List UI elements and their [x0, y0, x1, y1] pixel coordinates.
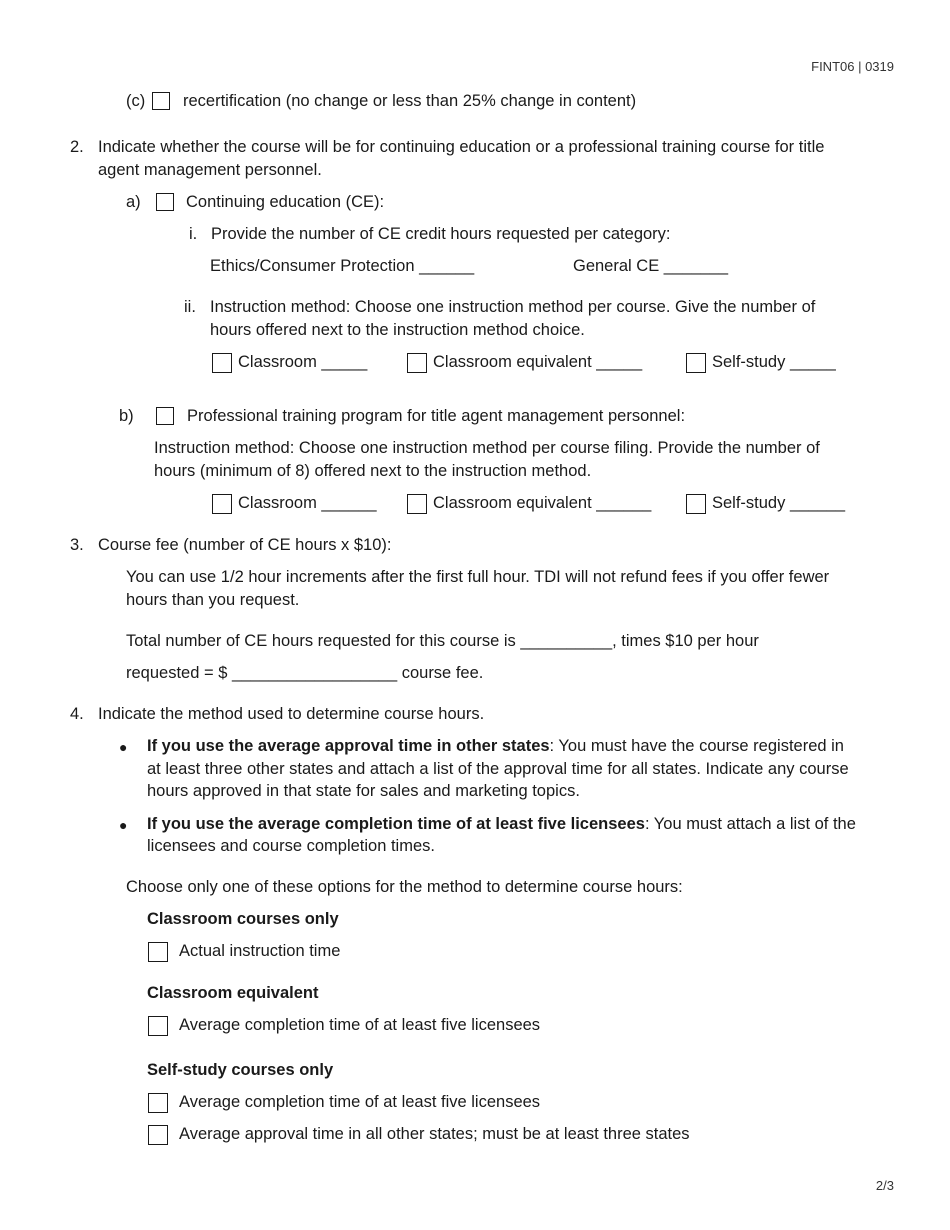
self-study-completion-checkbox[interactable] [148, 1093, 168, 1113]
bullet-2-rest: : You must attach a list of the [644, 815, 856, 833]
pt-instruction-text-line2: hours (minimum of 8) offered next to the instruction method. [154, 462, 592, 480]
bullet-1-line3: hours approved in that state for sales and marketing topics. [147, 782, 580, 800]
bullet-2-icon: ● [119, 817, 128, 833]
item-2-number: 2. [70, 138, 84, 156]
item-2a-ii-marker: ii. [184, 298, 196, 316]
item-2a-i-marker: i. [189, 225, 198, 243]
pt-classroom-equivalent-checkbox[interactable] [407, 494, 427, 514]
pt-self-study-label: Self-study ______ [712, 494, 846, 512]
pt-instruction-text-line1: Instruction method: Choose one instruction method per course filing. Provide the number of [154, 439, 820, 457]
recertification-checkbox[interactable] [152, 92, 170, 110]
course-fee-note-line1: You can use 1/2 hour increments after the first full hour. TDI will not refund fees if you offer fewer [126, 568, 830, 586]
item-2b-marker: b) [119, 407, 134, 425]
professional-training-label: Professional training program for title agent management personnel: [187, 407, 686, 425]
self-study-heading: Self-study courses only [147, 1061, 334, 1079]
total-hours-field[interactable]: Total number of CE hours requested for this course is __________, times $10 per hour [126, 632, 759, 650]
ce-instruction-text-line2: hours offered next to the instruction method choice. [210, 321, 585, 339]
self-study-approval-label: Average approval time in all other states; must be at least three states [179, 1125, 690, 1143]
bullet-1-line2: at least three other states and attach a list of the approval time for all states. Indicate any course [147, 760, 849, 778]
method-label: Indicate the method used to determine course hours. [98, 705, 485, 723]
pt-self-study-checkbox[interactable] [686, 494, 706, 514]
bullet-2-line2: licensees and course completion times. [147, 837, 435, 855]
pt-classroom-checkbox[interactable] [212, 494, 232, 514]
item-4-number: 4. [70, 705, 84, 723]
professional-training-checkbox[interactable] [156, 407, 174, 425]
choose-one-text: Choose only one of these options for the method to determine course hours: [126, 878, 683, 896]
course-fee-label: Course fee (number of CE hours x $10): [98, 536, 392, 554]
bullet-1-rest: : You must have the course registered in [549, 737, 844, 755]
item-2a-marker: a) [126, 193, 141, 211]
general-ce-hours-field[interactable]: General CE _______ [573, 257, 729, 275]
ethics-hours-field[interactable]: Ethics/Consumer Protection ______ [210, 257, 475, 275]
ce-classroom-label: Classroom _____ [238, 353, 368, 371]
actual-instruction-label: Actual instruction time [179, 942, 341, 960]
bullet-2-bold: If you use the average completion time of at least five licensees [147, 815, 645, 833]
form-id: FINT06 | 0319 [811, 59, 894, 74]
equivalent-completion-checkbox[interactable] [148, 1016, 168, 1036]
equivalent-completion-label: Average completion time of at least five licensees [179, 1016, 541, 1034]
ce-classroom-equivalent-checkbox[interactable] [407, 353, 427, 373]
ce-instruction-text-line1: Instruction method: Choose one instruction method per course. Give the number of [210, 298, 816, 316]
actual-instruction-checkbox[interactable] [148, 942, 168, 962]
self-study-completion-label: Average completion time of at least five licensees [179, 1093, 541, 1111]
ce-classroom-equivalent-label: Classroom equivalent _____ [433, 353, 643, 371]
item-3-number: 3. [70, 536, 84, 554]
pt-classroom-equivalent-label: Classroom equivalent ______ [433, 494, 652, 512]
bullet-1-icon: ● [119, 739, 128, 755]
bullet-2-line1 [147, 813, 856, 836]
classroom-courses-heading: Classroom courses only [147, 910, 339, 928]
course-fee-field[interactable]: requested = $ __________________ course fee. [126, 664, 484, 682]
ce-hours-prompt: Provide the number of CE credit hours requested per category: [211, 225, 671, 243]
bullet-1-line1 [147, 735, 844, 758]
ce-self-study-checkbox[interactable] [686, 353, 706, 373]
continuing-education-checkbox[interactable] [156, 193, 174, 211]
item-2-text-line2: agent management personnel. [98, 161, 322, 179]
self-study-approval-checkbox[interactable] [148, 1125, 168, 1145]
ce-classroom-checkbox[interactable] [212, 353, 232, 373]
continuing-education-label: Continuing education (CE): [186, 193, 385, 211]
item-1c-marker: (c) [126, 92, 146, 110]
ce-self-study-label: Self-study _____ [712, 353, 836, 371]
classroom-equivalent-heading: Classroom equivalent [147, 984, 319, 1002]
pt-classroom-label: Classroom ______ [238, 494, 377, 512]
page-number: 2/3 [875, 1178, 894, 1193]
bullet-1-bold: If you use the average approval time in other states [147, 737, 550, 755]
course-fee-note-line2: hours than you request. [126, 591, 300, 609]
recertification-label: recertification (no change or less than 25% change in content) [183, 92, 637, 110]
item-2-text-line1: Indicate whether the course will be for continuing education or a professional training course for title [98, 138, 825, 156]
